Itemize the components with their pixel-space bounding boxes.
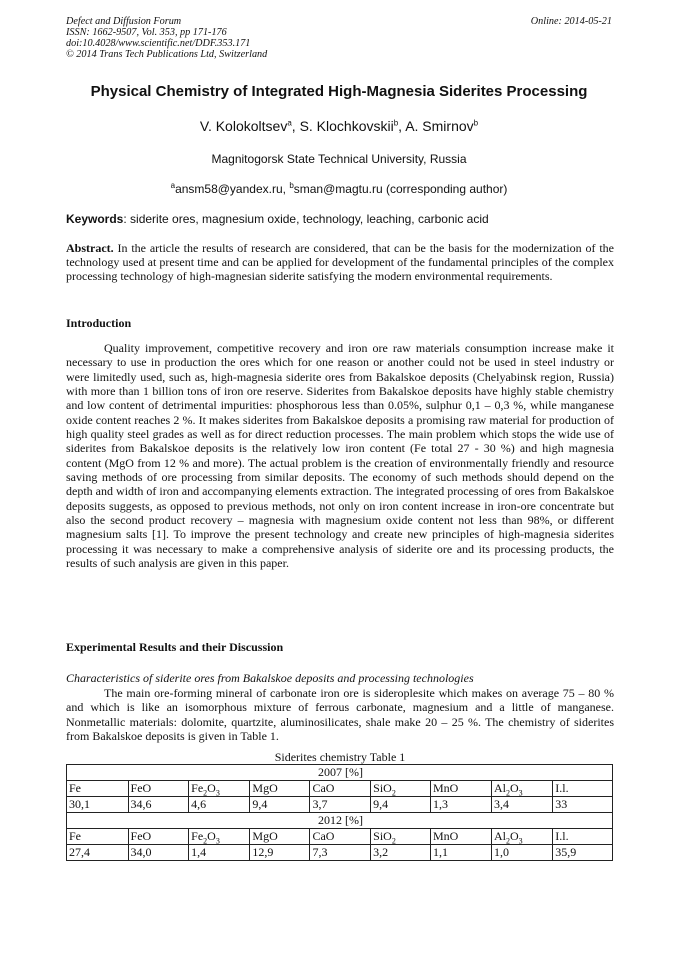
keywords-label: Keywords bbox=[66, 212, 124, 226]
table-cell: 3,4 bbox=[492, 797, 553, 813]
column-subscript: 3 bbox=[518, 788, 523, 798]
introduction-text: Quality improvement, competitive recovery and iron ore raw materials consumption increase make it necessary to use in production the ores which for one reason or another could not be used in steel industry or were limitedly used, such as, high-magnesia siderite ores from Bakalskoe deposits (Chelyabinsk region, Russia) with more than 1 billion tons of iron ore reserve. Siderites from Bakalskoe deposits have highly stable chemistry and low content of detrimental impurities: phosphorous less than 0.05%, sulphur 0,1 – 0,3 %, while manganese oxide content reaches 2 %. It makes siderites from Bakalskoe deposits a promising raw material for production of high quality steel grades as well as for direct reduction processes. The main problem which stops the wide use of siderites from Bakalskoe deposits is the relatively low iron content (Fe total 27 - 30 %) and high magnesia content (MgO from 12 % and more). The actual problem is the creation of environmentally friendly and resource saving methods of ore processing from similar deposits. The economy of such methods should depend on the depth and width of iron and accompanying elements extraction. The integrated processing of ores from Bakalskoe deposits suggests, as opposed to previous methods, not only on iron content increase in iron-ore concentrate but also the second product recovery – magnesia with magnesium oxide content not less than 98%, or different magnesium salts [1]. To improve the present technology and create new principles of high-magnesia siderites processing it was necessary to make a comprehensive analysis of siderite ore and its processing products, the results of such analysis are given in this paper. bbox=[66, 341, 614, 571]
table-cell: 12,9 bbox=[250, 845, 310, 861]
column-header bbox=[310, 781, 371, 797]
column-base: CaO bbox=[312, 781, 335, 795]
author-emails bbox=[0, 182, 678, 196]
table-caption: Siderites chemistry Table 1 bbox=[274, 750, 406, 764]
year-cell: 2007 [%] bbox=[67, 765, 613, 781]
table-cell: 9,4 bbox=[250, 797, 310, 813]
issn-line: ISSN: 1662-9507, Vol. 353, pp 171-176 bbox=[66, 27, 227, 38]
year-cell: 2012 [%] bbox=[67, 813, 613, 829]
column-header bbox=[431, 781, 492, 797]
author-name: S. Klochkovskii bbox=[299, 118, 394, 134]
table-cell: 7,3 bbox=[310, 845, 371, 861]
journal-name: Defect and Diffusion Forum bbox=[66, 16, 182, 27]
column-base: I.l. bbox=[555, 829, 569, 843]
author-name: V. Kolokoltsev bbox=[199, 118, 288, 134]
column-rest: O bbox=[207, 781, 216, 795]
column-base: MnO bbox=[433, 781, 459, 795]
table-cell: 1,1 bbox=[431, 845, 492, 861]
column-header bbox=[250, 829, 310, 845]
column-header bbox=[553, 781, 613, 797]
table-cell: 33 bbox=[553, 797, 613, 813]
siderites-chemistry-table bbox=[66, 764, 613, 861]
email-sup-a: a bbox=[170, 181, 176, 190]
table-cell: 34,0 bbox=[128, 845, 189, 861]
author-list bbox=[0, 118, 678, 134]
table-cell: 27,4 bbox=[67, 845, 129, 861]
column-base: I.l. bbox=[555, 781, 569, 795]
table-cell: 1,4 bbox=[189, 845, 250, 861]
table-cell: 1,0 bbox=[492, 845, 553, 861]
table-row bbox=[67, 845, 613, 861]
column-rest: O bbox=[207, 829, 216, 843]
experimental-heading: Experimental Results and their Discussion bbox=[66, 640, 284, 654]
column-base: Fe bbox=[191, 781, 204, 795]
column-base: SiO bbox=[373, 829, 392, 843]
table-row bbox=[67, 797, 613, 813]
column-base: MnO bbox=[433, 829, 459, 843]
column-subscript: 3 bbox=[518, 836, 523, 846]
abstract-label: Abstract. bbox=[66, 241, 114, 255]
table-year-row bbox=[67, 765, 613, 781]
column-header bbox=[189, 781, 250, 797]
column-rest: O bbox=[510, 829, 519, 843]
table-cell: 4,6 bbox=[189, 797, 250, 813]
column-base: FeO bbox=[130, 781, 152, 795]
email-sup-b: b bbox=[289, 181, 294, 190]
author-sep: , bbox=[398, 118, 406, 134]
column-header bbox=[67, 829, 129, 845]
column-subscript: 2 bbox=[391, 788, 396, 798]
table-header-row bbox=[67, 829, 613, 845]
table-cell: 9,4 bbox=[371, 797, 431, 813]
column-base: Al bbox=[494, 829, 506, 843]
keywords bbox=[66, 212, 614, 226]
column-subscript: 2 bbox=[203, 788, 208, 798]
characteristics-body: The main ore-forming mineral of carbonate iron ore is sideroplesite which makes on average 75 – 80 % and which is like an isomorphous mixture of ferrous carbonate, magnesium and a little of manganese. Nonmetallic materials: dolomite, quartzite, aluminosilicates, shale make 20 – 25 %. The chemistry of siderites from Bakalskoe deposits is given in Table 1. bbox=[66, 686, 614, 743]
column-base: CaO bbox=[312, 829, 335, 843]
introduction-heading: Introduction bbox=[66, 316, 132, 330]
table-cell: 30,1 bbox=[67, 797, 129, 813]
keywords-text: : siderite ores, magnesium oxide, technology, leaching, carbonic acid bbox=[123, 212, 489, 226]
column-subscript: 3 bbox=[215, 836, 220, 846]
column-base: MgO bbox=[252, 781, 278, 795]
author-affil-sup: a bbox=[287, 118, 292, 128]
characteristics-subheading: Characteristics of siderite ores from Bakalskoe deposits and processing technologies bbox=[66, 671, 474, 685]
email-a: ansm58@yandex.ru, bbox=[175, 182, 290, 196]
column-header bbox=[189, 829, 250, 845]
column-subscript: 2 bbox=[391, 836, 396, 846]
table-cell: 1,3 bbox=[431, 797, 492, 813]
author-affil-sup: b bbox=[393, 118, 399, 128]
table-cell: 34,6 bbox=[128, 797, 189, 813]
column-header bbox=[310, 829, 371, 845]
column-base: MgO bbox=[252, 829, 278, 843]
table-cell: 3,7 bbox=[310, 797, 371, 813]
abstract bbox=[66, 241, 614, 284]
author-name: A. Smirnov bbox=[405, 118, 474, 134]
column-base: FeO bbox=[130, 829, 152, 843]
author-sep: , bbox=[291, 118, 300, 134]
column-base: Al bbox=[494, 781, 506, 795]
copyright-line: © 2014 Trans Tech Publications Ltd, Switzerland bbox=[66, 49, 268, 60]
characteristics-text bbox=[66, 686, 614, 743]
column-header bbox=[128, 781, 189, 797]
column-header bbox=[492, 781, 553, 797]
doi-line: doi:10.4028/www.scientific.net/DDF.353.171 bbox=[66, 38, 251, 49]
column-base: Fe bbox=[69, 781, 81, 795]
column-header bbox=[492, 829, 553, 845]
table-cell: 3,2 bbox=[371, 845, 431, 861]
running-header bbox=[66, 16, 267, 60]
author-affil-sup: b bbox=[473, 118, 479, 128]
column-subscript: 2 bbox=[506, 788, 510, 798]
column-subscript: 3 bbox=[215, 788, 220, 798]
column-base: SiO bbox=[373, 781, 392, 795]
affiliation: Magnitogorsk State Technical University, Russia bbox=[211, 152, 467, 166]
column-base: Fe bbox=[69, 829, 81, 843]
abstract-text: In the article the results of research are considered, that can be the basis for the modernization of the technology used at present time and can be applied for development of the fundamental principles of the complex processing technology of high-magnesian siderite satisfying the modern environmental requirements. bbox=[66, 241, 614, 284]
table-cell: 35,9 bbox=[553, 845, 613, 861]
email-b: sman@magtu.ru (corresponding author) bbox=[293, 182, 508, 196]
column-subscript: 2 bbox=[203, 836, 208, 846]
table-header-row bbox=[67, 781, 613, 797]
column-header bbox=[371, 781, 431, 797]
column-header bbox=[250, 781, 310, 797]
column-header bbox=[431, 829, 492, 845]
online-date: Online: 2014-05-21 bbox=[530, 16, 612, 27]
column-rest: O bbox=[510, 781, 519, 795]
table-year-row bbox=[67, 813, 613, 829]
paper-title: Physical Chemistry of Integrated High-Magnesia Siderites Processing bbox=[90, 83, 588, 100]
column-header bbox=[128, 829, 189, 845]
column-base: Fe bbox=[191, 829, 204, 843]
column-header bbox=[371, 829, 431, 845]
column-header bbox=[553, 829, 613, 845]
column-subscript: 2 bbox=[506, 836, 510, 846]
column-header bbox=[67, 781, 129, 797]
